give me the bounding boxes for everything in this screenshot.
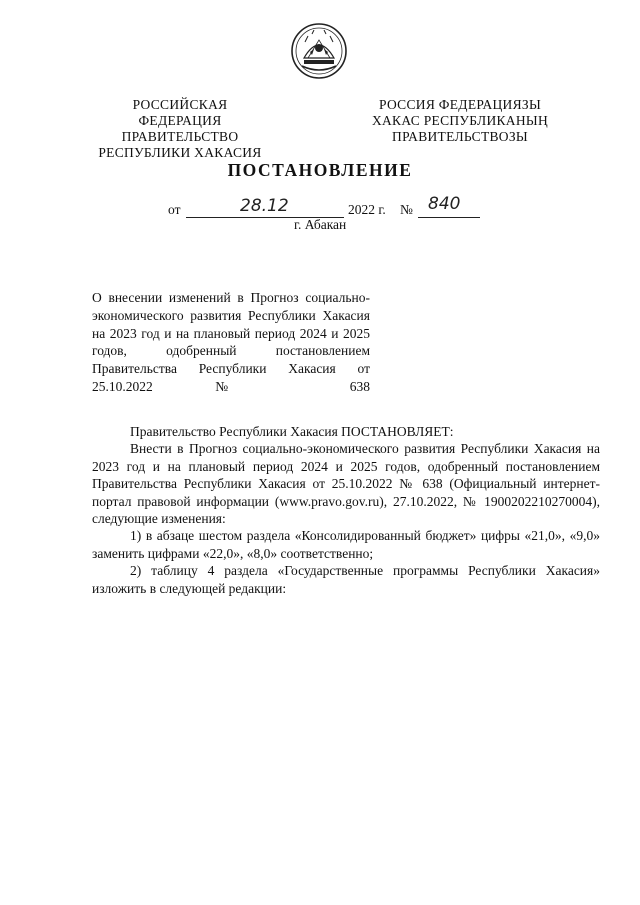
document-city: г. Абакан [294, 217, 347, 232]
body-paragraph: Правительство Республики Хакасия ПОСТАНОВЛЯЕТ: [130, 424, 454, 439]
document-year: 2022 г. [348, 202, 386, 217]
header-right-line: ХАКАС РЕСПУБЛИКАНЫҢ [371, 113, 549, 128]
document-title: ПОСТАНОВЛЕНИЕ [227, 160, 413, 180]
handwritten-number: 840 [428, 194, 461, 214]
number-underline [418, 217, 480, 218]
coat-of-arms-emblem-icon [290, 22, 348, 80]
header-right-khakas [360, 97, 560, 145]
date-prefix: от [168, 202, 181, 217]
header-left-line: РОССИЙСКАЯ ФЕДЕРАЦИЯ [132, 97, 228, 128]
document-subject: О внесении изменений в Прогноз социально-экономического развития Республики Хакасия на 2023 год и на плановый период 2024 и 2025 годов, одобренный постановлением Правительства Республики Хакасия от 25.10.2022 № 638 [92, 290, 370, 394]
body-paragraph: 1) в абзаце шестом раздела «Консолидированный бюджет» цифры «21,0», «9,0» заменить цифрами «22,0», «8,0» соответственно; [92, 528, 600, 561]
header-left-line: РЕСПУБЛИКИ ХАКАСИЯ [98, 145, 262, 160]
body-paragraph: Внести в Прогноз социально-экономического развития Республики Хакасия на 2023 год и на плановый период 2024 и 2025 годов, одобренный постановлением Правительства Республики Хакасия от 25.10.2022 № 638 (Официальный интернет-портал правовой информации (www.pravo.gov.ru), 27.10.2022, № 1900202210270004), следующие изменения: [92, 441, 600, 527]
document-body [92, 423, 600, 597]
number-sign: № [400, 202, 413, 217]
header-right-line: РОССИЯ ФЕДЕРАЦИЯЗЫ [378, 97, 542, 112]
header-left-ru [90, 97, 270, 161]
header-right-line: ПРАВИТЕЛЬСТВОЗЫ [392, 129, 528, 144]
handwritten-date: 28.12 [240, 196, 289, 216]
header-left-line: ПРАВИТЕЛЬСТВО [121, 129, 239, 144]
body-paragraph: 2) таблицу 4 раздела «Государственные программы Республики Хакасия» изложить в следующей редакции: [92, 563, 600, 596]
